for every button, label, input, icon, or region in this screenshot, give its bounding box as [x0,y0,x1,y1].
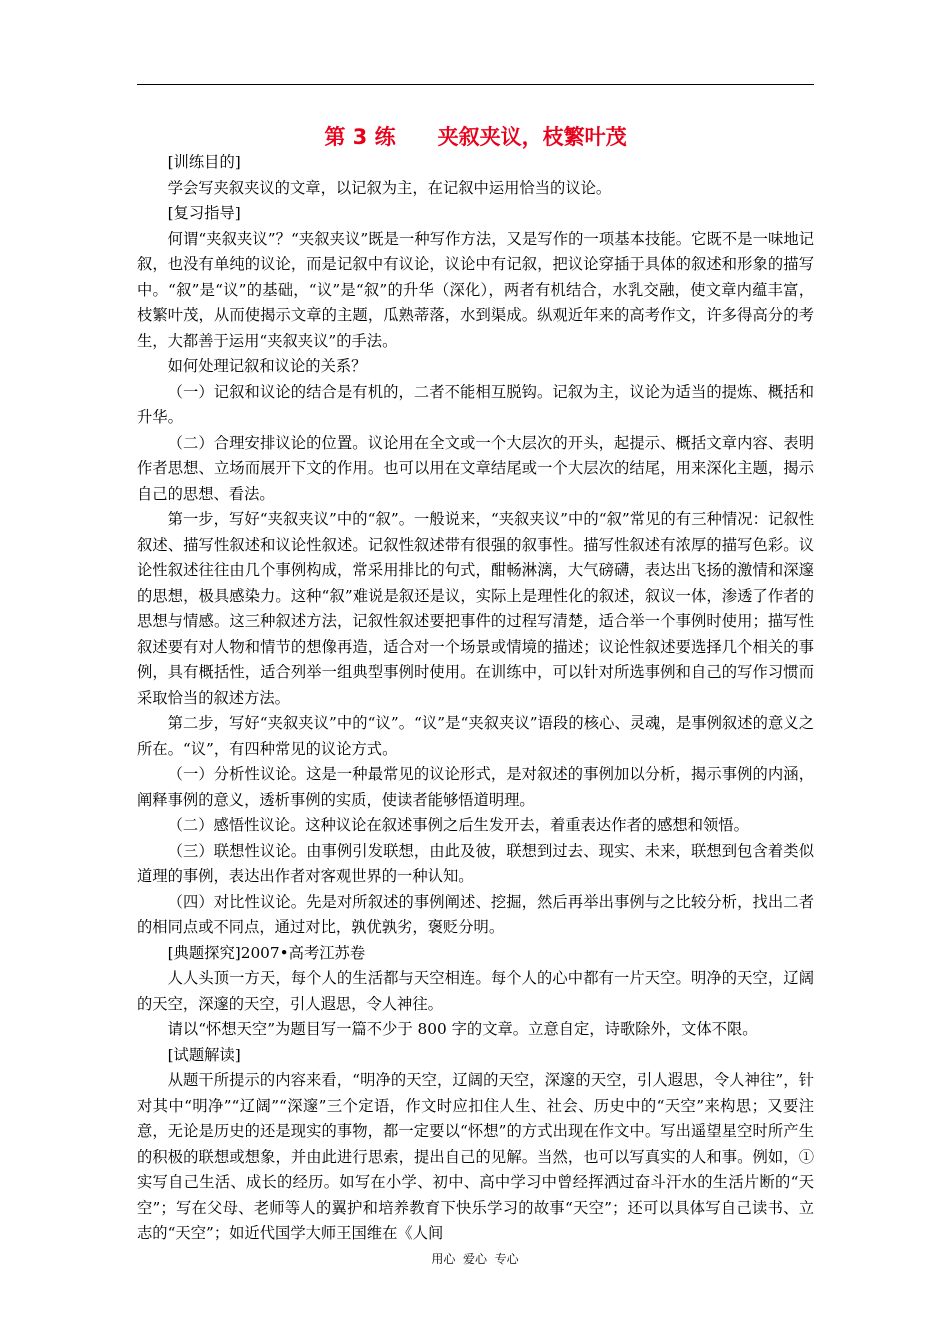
paragraph: （一）分析性议论。这是一种最常见的议论形式，是对叙述的事例加以分析，揭示事例的内涵，阐释事例的意义，透析事例的实质，使读者能够悟道明理。 [137,765,814,809]
paragraph: （一）记叙和议论的结合是有机的，二者不能相互脱钩。记叙为主，议论为适当的提炼、概括和升华。 [137,382,814,426]
page-title: 第 3 练 夹叙夹议，枝繁叶茂 [324,125,627,149]
section-label-training-goal: [训练目的] [167,153,241,171]
paragraph: 第二步，写好“夹叙夹议”中的“议”。“议”是“夹叙夹议”语段的核心、灵魂，是事例叙述的意义之所在。“议”，有四种常见的议论方式。 [137,714,814,758]
paragraph: （四）对比性议论。先是对所叙述的事例阐述、挖掘，然后再举出事例与之比较分析，找出二者的相同点或不同点，通过对比，孰优孰劣，褒贬分明。 [137,892,814,936]
paragraph: （二）合理安排议论的位置。议论用在全文或一个大层次的开头，起提示、概括文章内容、表明作者思想、立场而展开下文的作用。也可以用在文章结尾或一个大层次的结尾，用来深化主题，揭示自己的思想、看法。 [137,433,814,503]
header-rule [137,84,814,85]
paragraph: （三）联想性议论。由事例引发联想，由此及彼，联想到过去、现实、未来，联想到包含着类似道理的事例，表达出作者对客观世界的一种认知。 [137,841,814,885]
section-label-typical-question: [典题探究]2007•高考江苏卷 [167,943,366,962]
paragraph: 如何处理记叙和议论的关系？ [167,357,367,375]
page-footer: 用心 爱心 专心 [431,1252,519,1266]
document-body [137,150,814,1247]
paragraph: 何谓“夹叙夹议”？“夹叙夹议”既是一种写作方法，又是写作的一项基本技能。它既不是一味地记叙，也没有单纯的议论，而是记叙中有议论，议论中有记叙，把议论穿插于具体的叙述和形象的描写中。“叙”是“议”的基础，“议”是“叙”的升华（深化），两者有机结合，水乳交融，使文章内蕴丰富，枝繁叶茂，从而使揭示文章的主题，瓜熟蒂落，水到渠成。纵观近年来的高考作文，许多得高分的考生，大都善于运用“夹叙夹议”的手法。 [137,229,814,350]
paragraph: 请以“怀想天空”为题目写一篇不少于 800 字的文章。立意自定，诗歌除外，文体不限。 [167,1020,758,1038]
section-label-review-guide: [复习指导] [167,204,241,222]
paragraph: 人人头顶一方天，每个人的生活都与天空相连。每个人的心中都有一片天空。明净的天空，辽阔的天空，深邃的天空，引人遐思，令人神往。 [137,969,814,1013]
paragraph: 从题干所提示的内容来看，“明净的天空，辽阔的天空，深邃的天空，引人遐思，令人神往”，针对其中“明净”“辽阔”“深邃”三个定语，作文时应扣住人生、社会、历史中的“天空”来构思；又要注意，无论是历史的还是现实的事物，都一定要以“怀想”的方式出现在作文中。写出遥望星空时所产生的积极的联想或想象，并由此进行思索，提出自己的见解。当然，也可以写真实的人和事。例如，①实写自己生活、成长的经历。如写在小学、初中、高中学习中曾经挥洒过奋斗汗水的生活片断的“天空”；写在父母、老师等人的翼护和培养教育下快乐学习的故事“天空”；还可以具体写自己读书、立志的“天空”；如近代国学大师王国维在《人间 [137,1071,814,1242]
paragraph: 学会写夹叙夹议的文章，以记叙为主，在记叙中运用恰当的议论。 [167,178,612,197]
paragraph: 第一步，写好“夹叙夹议”中的“叙”。一般说来，“夹叙夹议”中的“叙”常见的有三种情况：记叙性叙述、描写性叙述和议论性叙述。记叙性叙述带有很强的叙事性。描写性叙述有浓厚的描写色彩。议论性叙述往往由几个事例构成，常采用排比的句式，酣畅淋漓，大气磅礴，表达出飞扬的激情和深邃的思想，极具感染力。这种“叙”难说是叙还是议，实际上是理性化的叙述，叙议一体，渗透了作者的思想与情感。这三种叙述方法，记叙性叙述要把事件的过程写清楚，适合举一个事例时使用；描写性叙述要有对人物和情节的想像再造，适合对一个场景或情境的描述；议论性叙述要选择几个相关的事例，具有概括性，适合列举一组典型事例时使用。在训练中，可以针对所选事例和自己的写作习惯而采取恰当的叙述方法。 [137,510,814,707]
paragraph: （二）感悟性议论。这种议论在叙述事例之后生发开去，着重表达作者的感想和领悟。 [167,816,749,834]
section-label-question-analysis: [试题解读] [167,1045,241,1064]
